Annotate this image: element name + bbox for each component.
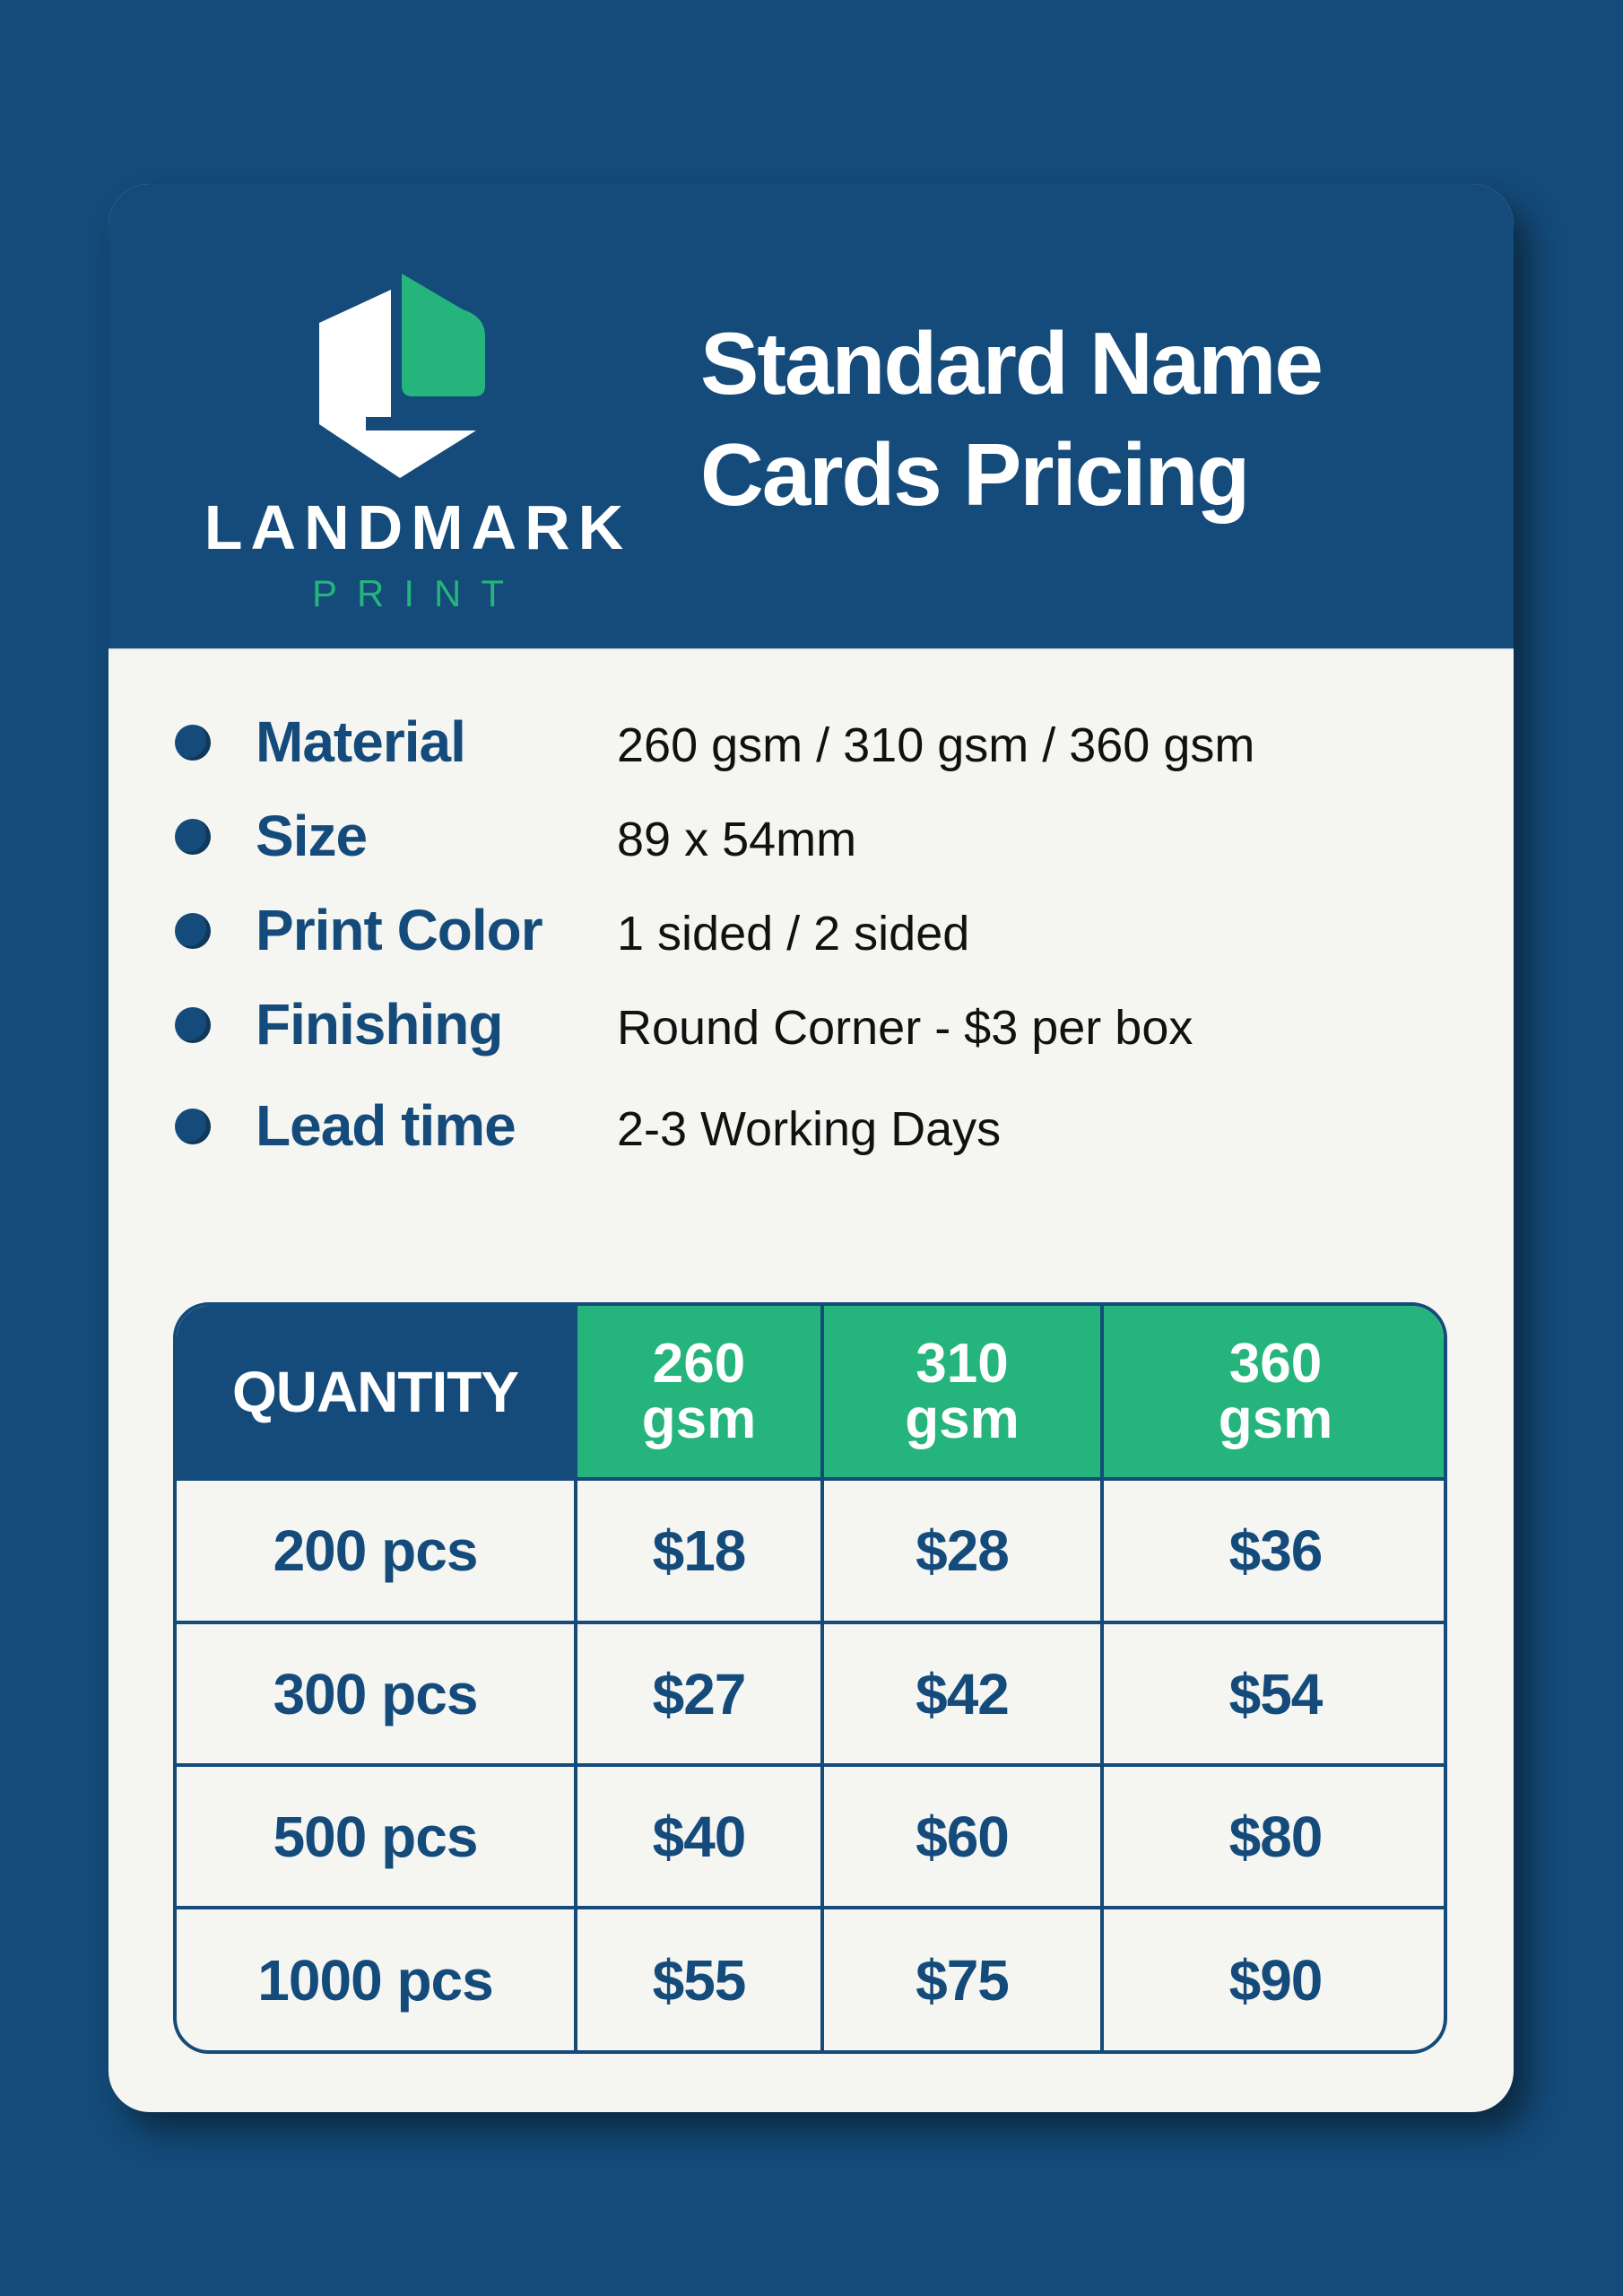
- title-line-2: Cards Pricing: [700, 425, 1249, 524]
- spec-row-material: [108, 701, 1514, 782]
- title-line-1: Standard Name: [700, 314, 1322, 413]
- column-header-310: [824, 1306, 1104, 1481]
- brand-name: LANDMARK: [204, 492, 632, 562]
- spec-row-finishing: [108, 984, 1514, 1065]
- quantity-cell: 300 pcs: [177, 1624, 577, 1767]
- spec-value: 1 sided / 2 sided: [617, 907, 970, 961]
- bullet-icon: [175, 725, 211, 761]
- column-header-num: 310: [916, 1332, 1009, 1395]
- spec-row-lead-time: [108, 1085, 1514, 1166]
- price-cell: $54: [1104, 1624, 1447, 1767]
- price-cell: $75: [824, 1909, 1104, 2050]
- page-title: [700, 308, 1489, 530]
- landmark-logo-icon: [310, 274, 503, 493]
- price-cell: $80: [1104, 1767, 1447, 1909]
- column-header-num: 360: [1228, 1332, 1323, 1395]
- price-cell: $18: [577, 1481, 824, 1624]
- spec-value: 89 x 54mm: [617, 813, 857, 866]
- price-cell: $90: [1228, 1947, 1323, 2013]
- spec-row-print-color: [108, 890, 1514, 970]
- column-header-num: 260: [652, 1332, 746, 1395]
- quantity-header: QUANTITY: [177, 1306, 577, 1481]
- spec-label: Print Color: [256, 898, 542, 962]
- price-cell: $42: [824, 1624, 1104, 1767]
- pricing-table: [173, 1302, 1447, 2054]
- bullet-icon: [175, 819, 211, 855]
- spec-value: 260 gsm / 310 gsm / 360 gsm: [617, 718, 1255, 772]
- price-cell: $60: [824, 1767, 1104, 1909]
- spec-value: Round Corner - $3 per box: [617, 1001, 1193, 1055]
- spec-label: Lead time: [256, 1093, 516, 1158]
- spec-label: Size: [256, 804, 368, 868]
- bullet-icon: [175, 1109, 211, 1144]
- quantity-cell: 1000 pcs: [177, 1909, 577, 2050]
- price-cell: $40: [577, 1767, 824, 1909]
- pricing-card: [108, 184, 1514, 2112]
- spec-label: Finishing: [256, 992, 503, 1057]
- column-header-unit: gsm: [905, 1387, 1020, 1450]
- column-header-260: [577, 1306, 824, 1481]
- quantity-cell: 200 pcs: [177, 1481, 577, 1624]
- bullet-icon: [175, 913, 211, 949]
- brand-sub: PRINT: [312, 572, 524, 614]
- price-cell: $55: [577, 1909, 824, 2050]
- spec-value: 2-3 Working Days: [617, 1102, 1002, 1156]
- spec-label: Material: [256, 709, 465, 774]
- price-cell: $27: [577, 1624, 824, 1767]
- card-header: [108, 184, 1514, 650]
- quantity-cell: 500 pcs: [177, 1767, 577, 1909]
- spec-row-size: [108, 796, 1514, 876]
- column-header-360: [1104, 1306, 1447, 1481]
- price-cell: $28: [824, 1481, 1104, 1624]
- column-header-unit: gsm: [641, 1387, 757, 1450]
- bullet-icon: [175, 1007, 211, 1043]
- price-cell: $36: [1104, 1481, 1447, 1624]
- column-header-unit: gsm: [1218, 1387, 1333, 1450]
